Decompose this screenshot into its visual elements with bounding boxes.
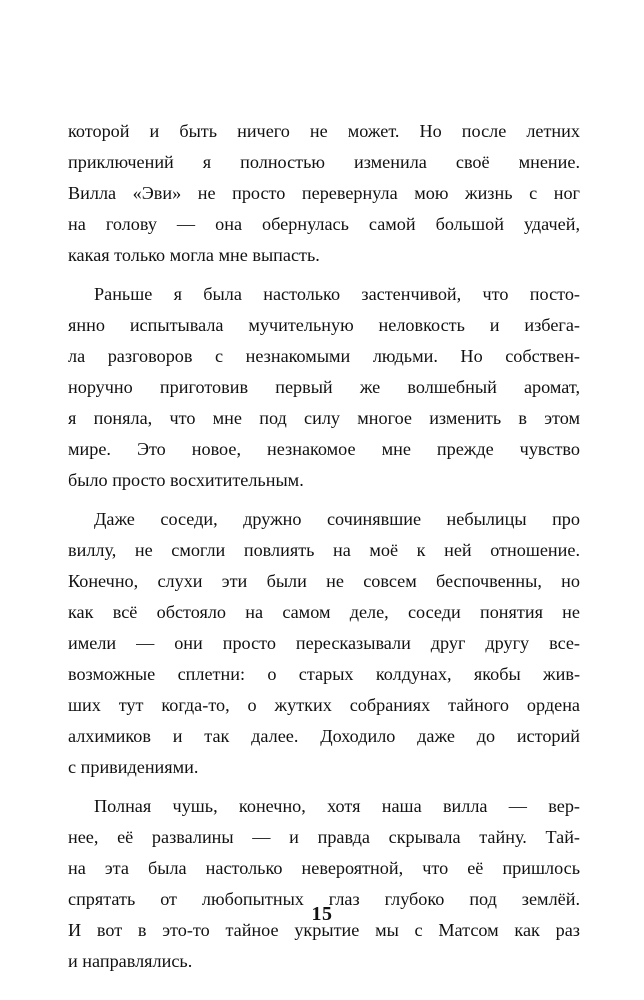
page-body-text bbox=[68, 116, 580, 977]
text-line: Даже соседи, дружно сочинявшие небылицы про bbox=[94, 509, 580, 529]
text-line: спрятать от любопытных глаз глубоко под землёй. bbox=[68, 889, 580, 909]
text-line: с привидениями. bbox=[68, 757, 199, 777]
text-line: какая только могла мне выпасть. bbox=[68, 245, 320, 265]
text-line: И вот в это-то тайное укрытие мы с Матсом как раз bbox=[68, 920, 580, 940]
text-line: и направлялись. bbox=[68, 951, 193, 971]
text-line: было просто восхитительным. bbox=[68, 470, 304, 490]
text-line: Раньше я была настолько застенчивой, что посто- bbox=[94, 284, 580, 304]
paragraph-gap bbox=[68, 271, 580, 279]
text-line: как всё обстояло на самом деле, соседи понятия не bbox=[68, 602, 580, 622]
paragraph-2 bbox=[68, 279, 580, 496]
text-line: алхимиков и так далее. Доходило даже до историй bbox=[68, 726, 580, 746]
paragraph-gap bbox=[68, 783, 580, 791]
page-number: 15 bbox=[311, 903, 333, 925]
text-line: нее, её развалины — и правда скрывала тайну. Тай- bbox=[68, 827, 580, 847]
text-line: Конечно, слухи эти были не совсем беспочвенны, но bbox=[68, 571, 580, 591]
paragraph-1 bbox=[68, 116, 580, 271]
paragraph-4 bbox=[68, 791, 580, 977]
text-line: виллу, не смогли повлиять на моё к ней отношение. bbox=[68, 540, 580, 560]
text-line: имели — они просто пересказывали друг другу все- bbox=[68, 633, 580, 653]
text-line: ла разговоров с незнакомыми людьми. Но собствен- bbox=[68, 346, 580, 366]
text-line: мире. Это новое, незнакомое мне прежде чувство bbox=[68, 439, 580, 459]
paragraph-gap bbox=[68, 496, 580, 504]
text-line: на эта была настолько невероятной, что её пришлось bbox=[68, 858, 580, 878]
text-line: я поняла, что мне под силу многое изменить в этом bbox=[68, 408, 580, 428]
text-line: янно испытывала мучительную неловкость и избега- bbox=[68, 315, 580, 335]
text-line: Полная чушь, конечно, хотя наша вилла — вер- bbox=[94, 796, 580, 816]
text-line: приключений я полностью изменила своё мнение. bbox=[68, 152, 580, 172]
text-line: возможные сплетни: о старых колдунах, якобы жив- bbox=[68, 664, 580, 684]
text-line: которой и быть ничего не может. Но после летних bbox=[68, 121, 580, 141]
text-line: ших тут когда-то, о жутких собраниях тайного ордена bbox=[68, 695, 580, 715]
text-line: норучно приготовив первый же волшебный аромат, bbox=[68, 377, 580, 397]
text-line: Вилла «Эви» не просто перевернула мою жизнь с ног bbox=[68, 183, 580, 203]
text-line: на голову — она обернулась самой большой удачей, bbox=[68, 214, 580, 234]
paragraph-3 bbox=[68, 504, 580, 783]
